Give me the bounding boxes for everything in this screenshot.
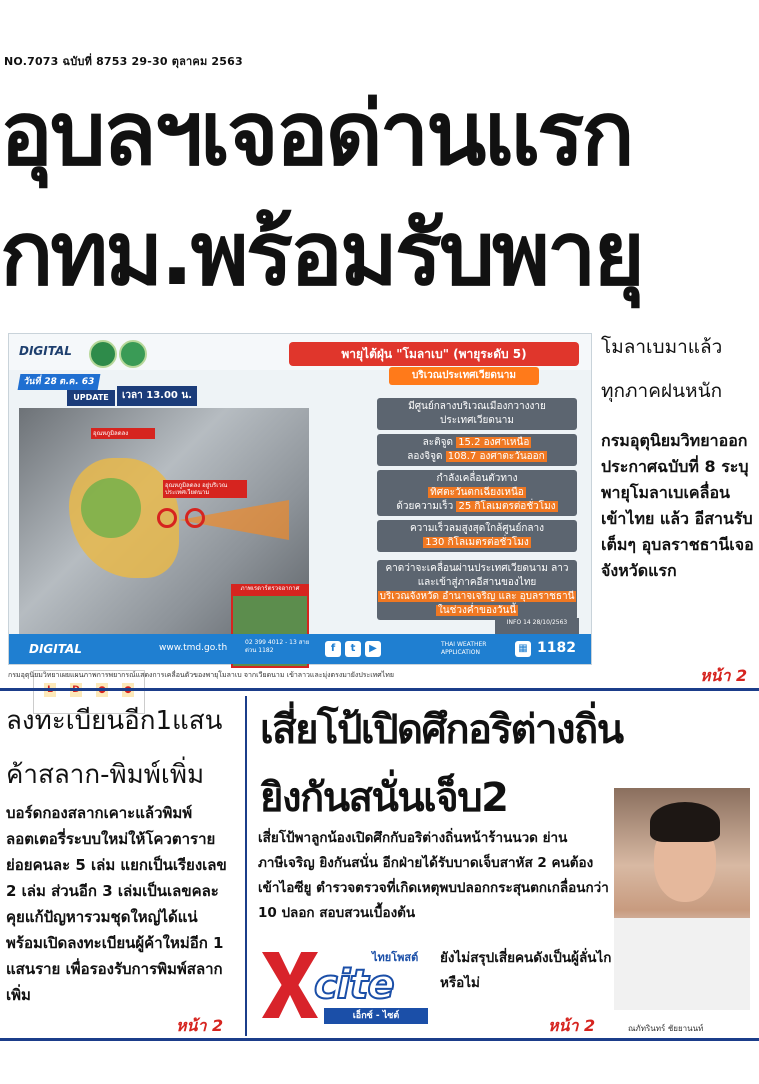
expect-line-3: บริเวณจังหวัด อำนาจเจริญ และ อุบลราชธานี <box>379 591 575 602</box>
qr-code-icon: ▦ <box>515 641 531 657</box>
footer-website: www.tmd.go.th <box>159 643 228 653</box>
facebook-icon: f <box>325 641 341 657</box>
center-line-1: มีศูนย์กลางบริเวณเมืองกวางงาย <box>408 401 546 412</box>
photo-caption: ณภัทรินทร์ ชัยยานนท์ <box>628 1024 704 1033</box>
info-reference: INFO 14 28/10/2563 <box>495 618 579 636</box>
expect-line-4: ในช่วงค่ำของวันนี้ <box>437 605 517 616</box>
info-box-wind <box>377 520 577 552</box>
footer-app: THAI WEATHER APPLICATION <box>441 641 487 656</box>
wind-line-1: ความเร็วลมสูงสุดใกล้ศูนย์กลาง <box>409 523 544 534</box>
xcite-bar: เอ็กซ์ - ไซต์ <box>324 1008 428 1024</box>
info-box-forecast <box>377 560 577 620</box>
page-ref-sidebar[interactable]: หน้า 2 <box>700 666 748 685</box>
section-divider-top <box>0 688 759 691</box>
speed-label: ด้วยความเร็ว <box>396 501 454 512</box>
move-line-2: ทิศตะวันตกเฉียงเหนือ <box>430 487 524 498</box>
footer-hotline: 1182 <box>537 640 576 656</box>
storm-title: พายุไต้ฝุ่น "โมลาเบ" (พายุระดับ 5) <box>289 342 579 366</box>
issue-line: NO.7073 ฉบับที่ 8753 29-30 ตุลาคม 2563 <box>4 55 243 68</box>
shooting-body: เสี่ยโป้พาลูกน้องเปิดศึกกับอริต่างถิ่นหน้าร้านนวด ย่านภาษีเจริญ ยิงกันสนั่น อีกฝ่ายได้รับบาดเจ็บสาหัส 2 คนต้องเข้าไอซียู ตำรวจตรวจที่เกิดเหตุพบปลอกกระสุนตกเกลื่อนกว่า 10 ปลอก สอบสวนเบื้องต้น <box>258 830 609 921</box>
infographic-footer <box>9 634 591 664</box>
storm-subtitle: บริเวณประเทศเวียดนาม <box>389 367 539 385</box>
photo-hair <box>650 802 720 842</box>
date-tag: วันที่ 28 ต.ค. 63 <box>18 374 101 390</box>
lat-label: ละติจูด <box>422 437 453 448</box>
xcite-word: cite <box>314 962 394 1008</box>
youtube-icon: ▶ <box>365 641 381 657</box>
storm-eye-icon <box>185 508 205 528</box>
lon-value: 108.7 องศาตะวันออก <box>447 451 545 462</box>
page-ref-lottery[interactable]: หน้า 2 <box>176 1016 224 1035</box>
infographic-caption: กรมอุตุนิยมวิทยาเผยแผนภาพการพยากรณ์แสดงการเคลื่อนตัวของพายุโมลาเบ จากเวียดนาม เข้าลาวและมุ่งตรงมายังประเทศไทย <box>8 671 394 679</box>
sidebar-lead-2: ทุกภาคฝนหนัก <box>601 380 723 402</box>
satellite-map <box>19 408 309 640</box>
sidebar-lead-1: โมลาเบมาแล้ว <box>601 336 723 358</box>
headline-line-1: อุบลฯเจอด่านแรก <box>0 82 632 185</box>
digital-logo: DIGITAL <box>19 344 72 358</box>
info-box-center <box>377 398 577 430</box>
column-divider <box>245 696 247 1036</box>
lottery-headline-2: ค้าสลาก-พิมพ์เพิ่ม <box>6 760 205 790</box>
section-divider-bottom <box>0 1038 759 1041</box>
page-ref-shooting[interactable]: หน้า 2 <box>548 1016 596 1035</box>
speed-value: 25 กิโลเมตรต่อชั่วโมง <box>458 501 556 512</box>
map-label: อุณหภูมิลดลง อยู่บริเวณ ประเทศเวียดนาม <box>163 480 247 498</box>
xcite-brand: ไทยโพสต์ <box>372 951 419 964</box>
wind-line-2: 130 กิโลเมตรต่อชั่วโมง <box>425 537 529 548</box>
headline-line-2: กทม.พร้อมรับพายุ <box>0 202 642 305</box>
shooting-headline-1: เสี่ยโป้เปิดศึกอริต่างถิ่น <box>260 707 623 753</box>
lat-value: 15.2 องศาเหนือ <box>458 437 530 448</box>
xcite-x-mark <box>262 952 318 1018</box>
expect-line-1: คาดว่าจะเคลื่อนผ่านประเทศเวียดนาม ลาว <box>385 563 569 574</box>
lon-label: ลองจิจูด <box>407 451 443 462</box>
info-box-movement <box>377 470 577 516</box>
footer-phone: 02 399 4012 - 13 สายด่วน 1182 <box>245 639 310 654</box>
storm-infographic <box>8 333 592 665</box>
shooting-headline-2: ยิงกันสนั่นเจ็บ2 <box>260 775 508 821</box>
lottery-body: บอร์ดกองสลากเคาะแล้วพิมพ์ลอตเตอรี่ระบบใหม่ให้โควตาราย ย่อยคนละ 5 เล่ม แยกเป็นเรียงเลข 2 เล่ม ส่วนอีก 3 เล่มเป็นเลขคละ คุยแก้ปัญหารวมชุดใหญ่ได้แน่ พร้อมเปิดลงทะเบียนผู้ค้าใหม่อีก 1 แสนราย เพื่อรองรับการพิมพ์สลากเพิ่ม <box>6 804 227 1004</box>
agency-seal-icon <box>89 340 117 368</box>
xcite-logo <box>262 948 432 1030</box>
info-box-coords <box>377 434 577 466</box>
time-tag: เวลา 13.00 น. <box>117 386 197 406</box>
sidebar-body: กรมอุตุนิยมวิทยาออกประกาศฉบับที่ 8 ระบุพายุโมลาเบเคลื่อนเข้าไทย แล้ว อีสานรับเต็มๆ อุบลราชธานีเจอจังหวัดแรก <box>601 431 754 580</box>
storm-eye-icon <box>157 508 177 528</box>
map-label: อุณหภูมิลดลง <box>91 428 155 439</box>
shooting-body-tail: ยังไม่สรุปเสี่ยคนดังเป็นผู้ลั่นไกหรือไม่ <box>440 950 612 991</box>
lottery-headline-1: ลงทะเบียนอีก1แสน <box>6 706 223 736</box>
suspect-photo <box>614 788 750 1010</box>
ministry-seal-icon <box>119 340 147 368</box>
footer-logo: DIGITAL <box>29 642 82 656</box>
photo-shirt <box>614 918 750 1010</box>
expect-line-2: และเข้าสู่ภาคอีสานของไทย <box>417 577 537 588</box>
center-line-2: ประเทศเวียดนาม <box>440 415 514 426</box>
rain-area <box>81 478 141 538</box>
move-line-1: กำลังเคลื่อนตัวทาง <box>436 473 518 484</box>
update-tag: UPDATE <box>67 390 115 406</box>
twitter-icon: t <box>345 641 361 657</box>
radar-title: ภาพเรดาร์ตรวจอากาศ <box>231 584 309 594</box>
